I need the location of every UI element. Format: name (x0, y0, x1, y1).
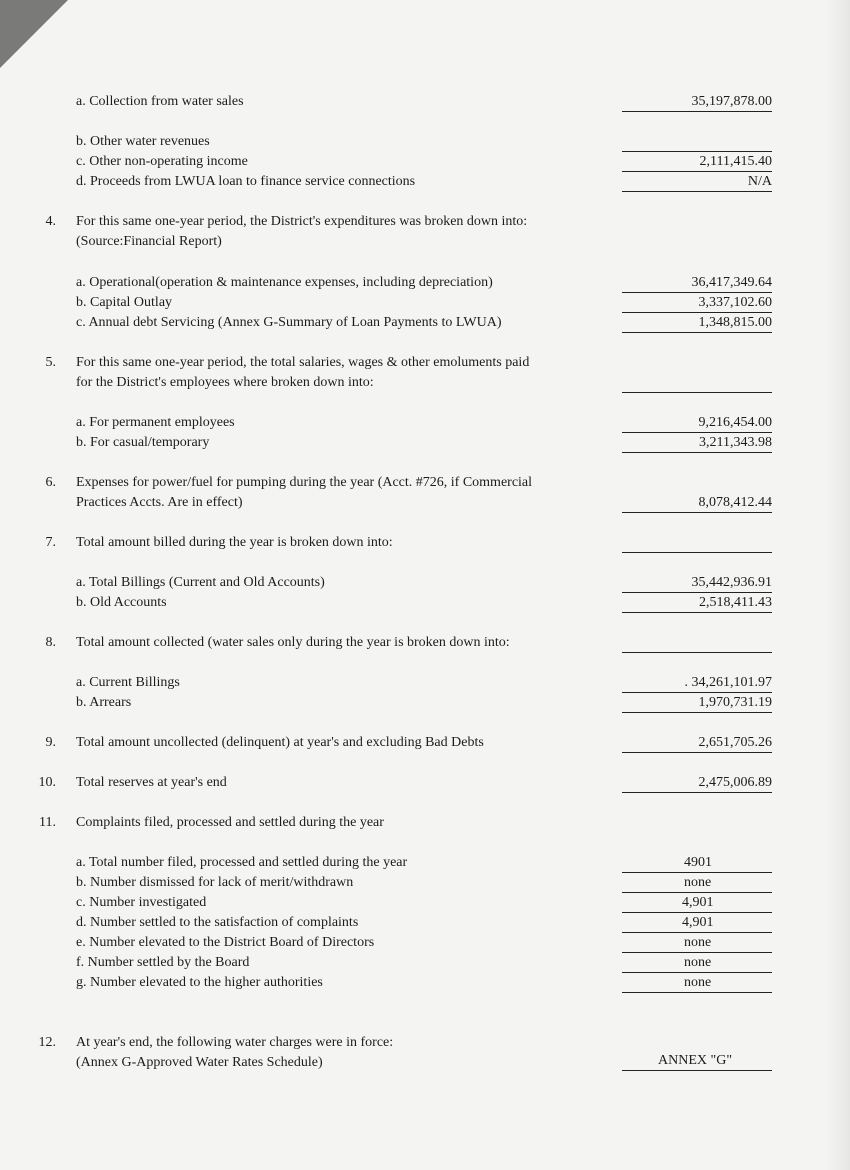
item3c-value: 2,111,415.40 (699, 154, 772, 169)
item8b-rule (622, 712, 772, 713)
item3d-rule (622, 191, 772, 192)
item6-rule (622, 512, 772, 513)
item11g-value: none (684, 975, 712, 990)
item11d-value: 4,901 (682, 915, 714, 930)
item7b-label: b. Old Accounts (76, 595, 167, 610)
item9-value: 2,651,705.26 (698, 735, 772, 750)
item4-number: 4. (45, 214, 56, 229)
item4-text-line1: For this same one-year period, the District's expenditures was broken down into: (76, 214, 528, 229)
item4a-value: 36,417,349.64 (691, 275, 772, 290)
item10-number: 10. (38, 775, 56, 790)
item11a-rule (622, 872, 772, 873)
item9-number: 9. (45, 735, 56, 750)
item8-number: 8. (45, 635, 56, 650)
item3a-rule (622, 111, 772, 112)
item3d-label: d. Proceeds from LWUA loan to finance service connections (76, 174, 416, 189)
item11-number: 11. (39, 815, 56, 830)
item12-text-line1: At year's end, the following water charges were in force: (76, 1035, 394, 1050)
item12-text-line2: (Annex G-Approved Water Rates Schedule) (76, 1055, 323, 1070)
item6-text-line1: Expenses for power/fuel for pumping during the year (Acct. #726, if Commercial (76, 475, 533, 490)
item10-rule (622, 792, 772, 793)
item11d-rule (622, 932, 772, 933)
item11c-rule (622, 912, 772, 913)
item11g-rule (622, 992, 772, 993)
item4c-label: c. Annual debt Servicing (Annex G-Summary of Loan Payments to LWUA) (76, 315, 502, 330)
item4b-value: 3,337,102.60 (698, 295, 772, 310)
item6-text-line2: Practices Accts. Are in effect) (76, 495, 243, 510)
item11a-value: 4901 (684, 855, 712, 870)
item12-value: ANNEX "G" (658, 1053, 733, 1068)
item11e-value: none (684, 935, 712, 950)
item6-value: 8,078,412.44 (698, 495, 772, 510)
item4c-value: 1,348,815.00 (698, 315, 772, 330)
item7a-label: a. Total Billings (Current and Old Accounts) (76, 575, 325, 590)
item8a-rule (622, 692, 772, 693)
item10-text: Total reserves at year's end (76, 775, 227, 790)
item5b-value: 3,211,343.98 (699, 435, 772, 450)
item11f-label: f. Number settled by the Board (76, 955, 250, 970)
item11-text: Complaints filed, processed and settled during the year (76, 815, 384, 830)
item9-rule (622, 752, 772, 753)
item3b-rule (622, 151, 772, 152)
item7a-value: 35,442,936.91 (691, 575, 772, 590)
item3c-label: c. Other non-operating income (76, 154, 248, 169)
item8-text: Total amount collected (water sales only during the year is broken down into: (76, 635, 510, 650)
item9-text: Total amount uncollected (delinquent) at year's and excluding Bad Debts (76, 735, 484, 750)
item7-text: Total amount billed during the year is broken down into: (76, 535, 393, 550)
item8b-value: 1,970,731.19 (698, 695, 772, 710)
item4b-label: b. Capital Outlay (76, 295, 173, 310)
item5-rule (622, 392, 772, 393)
item4-text-line2: (Source:Financial Report) (76, 234, 222, 249)
item11d-label: d. Number settled to the satisfaction of complaints (76, 915, 359, 930)
item11f-value: none (684, 955, 712, 970)
item7b-rule (622, 612, 772, 613)
item3d-value: N/A (747, 174, 772, 189)
item7-number: 7. (45, 535, 56, 550)
item4b-rule (622, 312, 772, 313)
item5b-rule (622, 452, 772, 453)
item10-value: 2,475,006.89 (698, 775, 772, 790)
item11c-label: c. Number investigated (76, 895, 207, 910)
item4a-rule (622, 292, 772, 293)
item12-number: 12. (38, 1035, 56, 1050)
item11c-value: 4,901 (682, 895, 714, 910)
item11g-label: g. Number elevated to the higher authorities (76, 975, 323, 990)
item11e-rule (622, 952, 772, 953)
item8-rule (622, 652, 772, 653)
item11e-label: e. Number elevated to the District Board of Directors (76, 935, 375, 950)
item7-rule (622, 552, 772, 553)
item5-number: 5. (45, 355, 56, 370)
item3a-value: 35,197,878.00 (691, 94, 772, 109)
item8a-label: a. Current Billings (76, 675, 180, 690)
item11f-rule (622, 972, 772, 973)
item5a-value: 9,216,454.00 (698, 415, 772, 430)
item11a-label: a. Total number filed, processed and settled during the year (76, 855, 408, 870)
item3a-label: a. Collection from water sales (76, 94, 244, 109)
item4a-label: a. Operational(operation & maintenance expenses, including depreciation) (76, 275, 493, 290)
folded-page-corner (0, 0, 68, 68)
item11b-value: none (684, 875, 712, 890)
item5a-label: a. For permanent employees (76, 415, 235, 430)
item7a-rule (622, 592, 772, 593)
item8b-label: b. Arrears (76, 695, 132, 710)
item3c-rule (622, 171, 772, 172)
item12-rule (622, 1070, 772, 1071)
item5-text-line2: for the District's employees where broken down into: (76, 375, 374, 390)
item5-text-line1: For this same one-year period, the total salaries, wages & other emoluments paid (76, 355, 530, 370)
item5b-label: b. For casual/temporary (76, 435, 210, 450)
item6-number: 6. (45, 475, 56, 490)
item11b-label: b. Number dismissed for lack of merit/withdrawn (76, 875, 354, 890)
item5a-rule (622, 432, 772, 433)
item8a-value: . 34,261,101.97 (684, 675, 772, 690)
item4c-rule (622, 332, 772, 333)
item11b-rule (622, 892, 772, 893)
item3b-label: b. Other water revenues (76, 134, 210, 149)
item7b-value: 2,518,411.43 (699, 595, 772, 610)
page-edge-shadow (826, 0, 850, 1170)
